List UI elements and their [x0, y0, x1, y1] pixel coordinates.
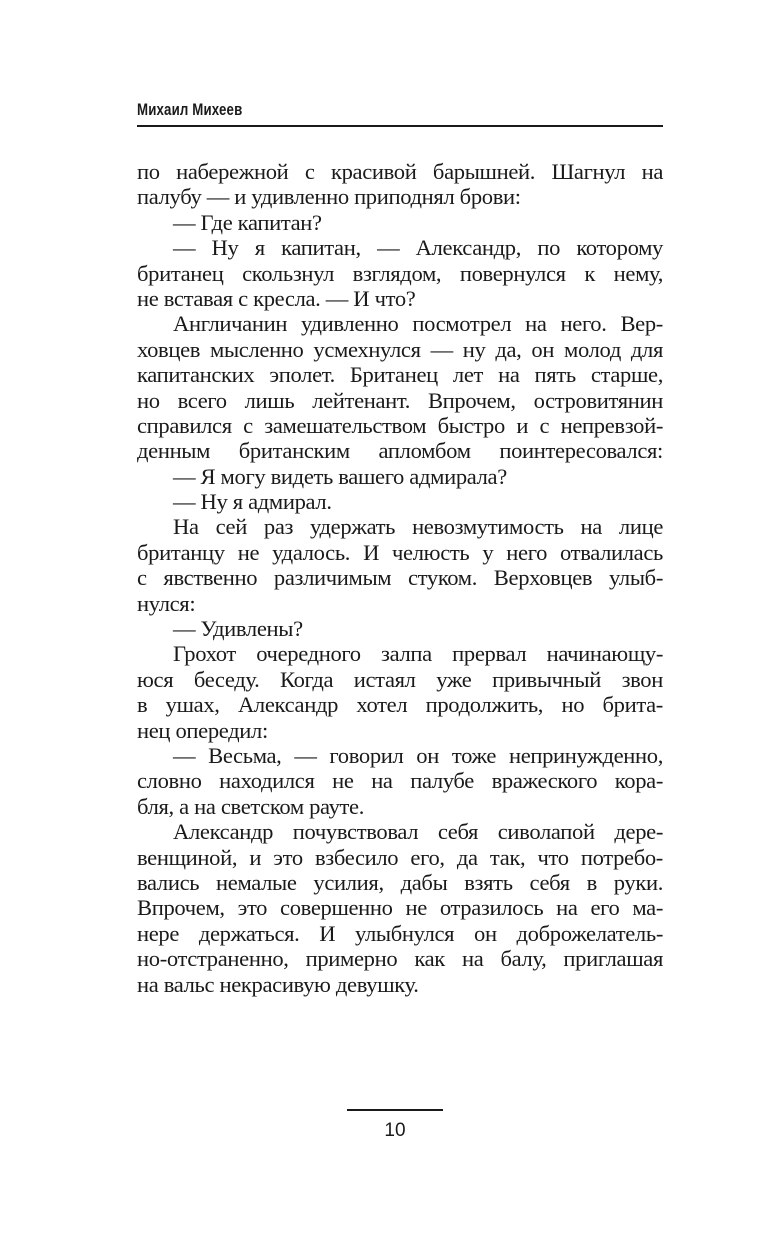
text-line: капитанских эполет. Британец лет на пять старше, [137, 362, 663, 388]
text-line: нере держаться. И улыбнулся он доброжелатель- [137, 920, 663, 946]
text-line: Впрочем, это совершенно не отразилось на его ма- [137, 895, 663, 921]
text-line: — Ну я адмирал. [173, 489, 332, 515]
text-line: — Весьма, — говорил он тоже непринужденно, [173, 742, 663, 768]
text-line: палубу — и удивленно приподнял брови: [137, 184, 521, 210]
text-line: на вальс некрасивую девушку. [137, 971, 419, 997]
text-line: справился с замешательством быстро и с непревзой- [137, 412, 663, 438]
text-line: не вставая с кресла. — И что? [137, 285, 416, 311]
text-line: вались немалые усилия, дабы взять себя в руки. [137, 869, 663, 895]
text-line: венщиной, и это взбесило его, да так, что потребо- [137, 844, 663, 870]
text-line: На сей раз удержать невозмутимость на лице [173, 514, 663, 540]
text-line: денным британским апломбом поинтересовался: [137, 438, 663, 464]
page-body [137, 159, 663, 997]
text-line: но всего лишь лейтенант. Впрочем, островитянин [137, 387, 663, 413]
text-line: — Где капитан? [173, 209, 322, 235]
text-line: в ушах, Александр хотел продолжить, но брита- [137, 692, 663, 718]
text-line: британцу не удалось. И челюсть у него отвалилась [137, 539, 663, 565]
text-line: Грохот очередного залпа прервал начинающу- [173, 641, 663, 667]
header-divider [137, 125, 663, 127]
text-line: Англичанин удивленно посмотрел на него. Вер- [173, 311, 663, 337]
text-line: Александр почувствовал себя сиволапой дере- [173, 819, 663, 845]
text-line: — Удивлены? [173, 616, 303, 642]
text-line: британец скользнул взглядом, повернулся к нему, [137, 260, 663, 286]
text-line: с явственно различимым стуком. Верховцев улыб- [137, 565, 663, 591]
text-line: словно находился не на палубе вражеского кора- [137, 768, 663, 794]
running-header-author: Михаил Михеев [137, 100, 243, 119]
text-line: нулся: [137, 590, 196, 616]
text-line: — Ну я капитан, — Александр, по которому [173, 235, 663, 261]
running-header [137, 100, 663, 130]
text-line: бля, а на светском рауте. [137, 793, 365, 819]
text-line: нец опередил: [137, 717, 268, 743]
text-line: ховцев мысленно усмехнулся — ну да, он молод для [137, 336, 663, 362]
text-line: по набережной с красивой барышней. Шагнул на [137, 159, 663, 184]
text-line: но-отстраненно, примерно как на балу, приглашая [137, 946, 663, 972]
footer-divider [347, 1109, 443, 1111]
text-line: юся беседу. Когда истаял уже привычный звон [137, 666, 663, 692]
page-number: 10 [384, 1120, 406, 1141]
text-line: — Я могу видеть вашего адмирала? [173, 463, 507, 489]
